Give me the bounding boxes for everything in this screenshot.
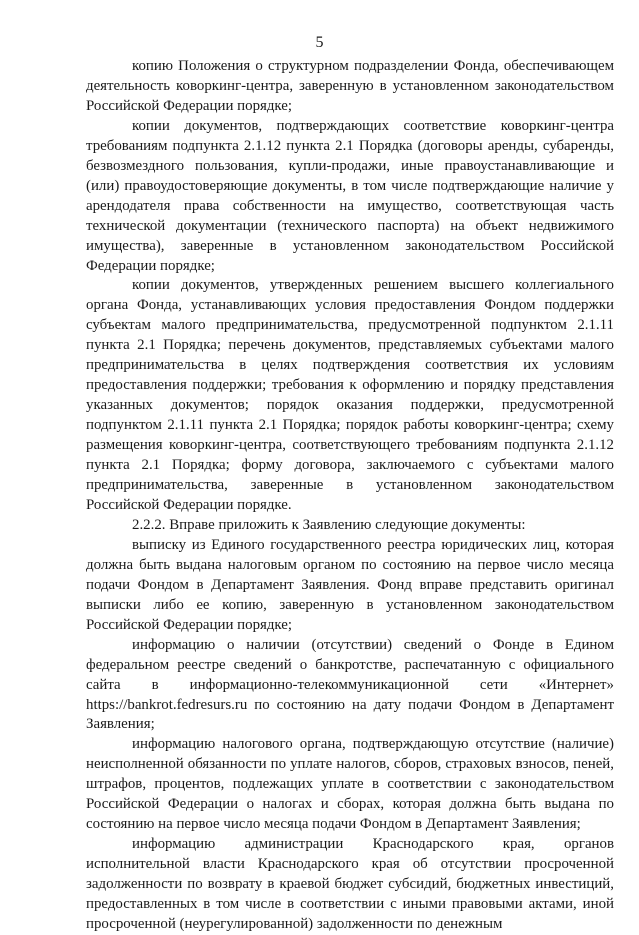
paragraph: копию Положения о структурном подразделении Фонда, обеспечивающем деятельность коворкинг-центра, заверенную в установленном законодательством Российской Федерации порядке; — [86, 58, 614, 114]
page-number: 5 — [315, 34, 324, 51]
paragraph: информацию администрации Краснодарского края, органов исполнительной власти Краснодарского края об отсутствии просроченной задолженности по возврату в краевой бюджет субсидий, бюджетных инвестиций, предоставленных в том числе в соответствии с иными правовыми актами, иной просроченной (неурегулированной) задолженности по денежным — [86, 836, 614, 932]
paragraph: копии документов, утвержденных решением высшего коллегиального органа Фонда, устанавливающих условия предоставления Фондом поддержки субъектам малого предпринимательства, предусмотренной подпунктом 2.1.11 пункта 2.1 Порядка; перечень документов, представляемых субъектами малого предпринимательства в целях подтверждения соответствия их условиям предоставления поддержки; требования к оформлению и порядку представления указанных документов; порядок оказания поддержки, предусмотренной подпунктом 2.1.11 пункта 2.1 Порядка; порядок работы коворкинг-центра; схему размещения коворкинг-центра, соответствующего требованиям подпункта 2.1.12 пункта 2.1 Порядка; форму договора, заключаемого с субъектами малого предпринимательства, заверенные в установленном законодательством Российской Федерации порядке. — [86, 277, 614, 513]
document-body — [86, 57, 614, 935]
paragraph: копии документов, подтверждающих соответствие коворкинг-центра требованиям подпункта 2.1.12 пункта 2.1 Порядка (договоры аренды, субаренды, безвозмездного пользования, купли-продажи, иные правоустанавливающие и (или) правоудостоверяющие документы, в том числе подтверждающие наличие у арендодателя права собственности на имущество, соответствующая часть технической документации (технического паспорта) на объект недвижимого имущества), заверенные в установленном законодательством Российской Федерации порядке; — [86, 117, 614, 274]
paragraph: информацию о наличии (отсутствии) сведений о Фонде в Едином федеральном реестре сведений о банкротстве, распечатанную с официального сайта в информационно-телекоммуникационной сети «Интернет» https://bankrot.fedresurs.ru по состоянию на дату подачи Фондом в Департамент Заявления; — [86, 636, 614, 733]
paragraph: выписку из Единого государственного реестра юридических лиц, которая должна быть выдана налоговым органом по состоянию на первое число месяца подачи Фондом в Департамент Заявления. Фонд вправе представить оригинал выписки либо ее копию, заверенную в установленном законодательством Российской Федерации порядке; — [86, 536, 614, 633]
paragraph: информацию налогового органа, подтверждающую отсутствие (наличие) неисполненной обязанности по уплате налогов, сборов, страховых взносов, пеней, штрафов, процентов, подлежащих уплате в соответствии с законодательством Российской Федерации о налогах и сборах, которая должна быть выдана по состоянию на первое число месяца подачи Фондом в Департамент Заявления; — [86, 736, 614, 833]
section-heading: 2.2.2. Вправе приложить к Заявлению следующие документы: — [132, 516, 526, 533]
